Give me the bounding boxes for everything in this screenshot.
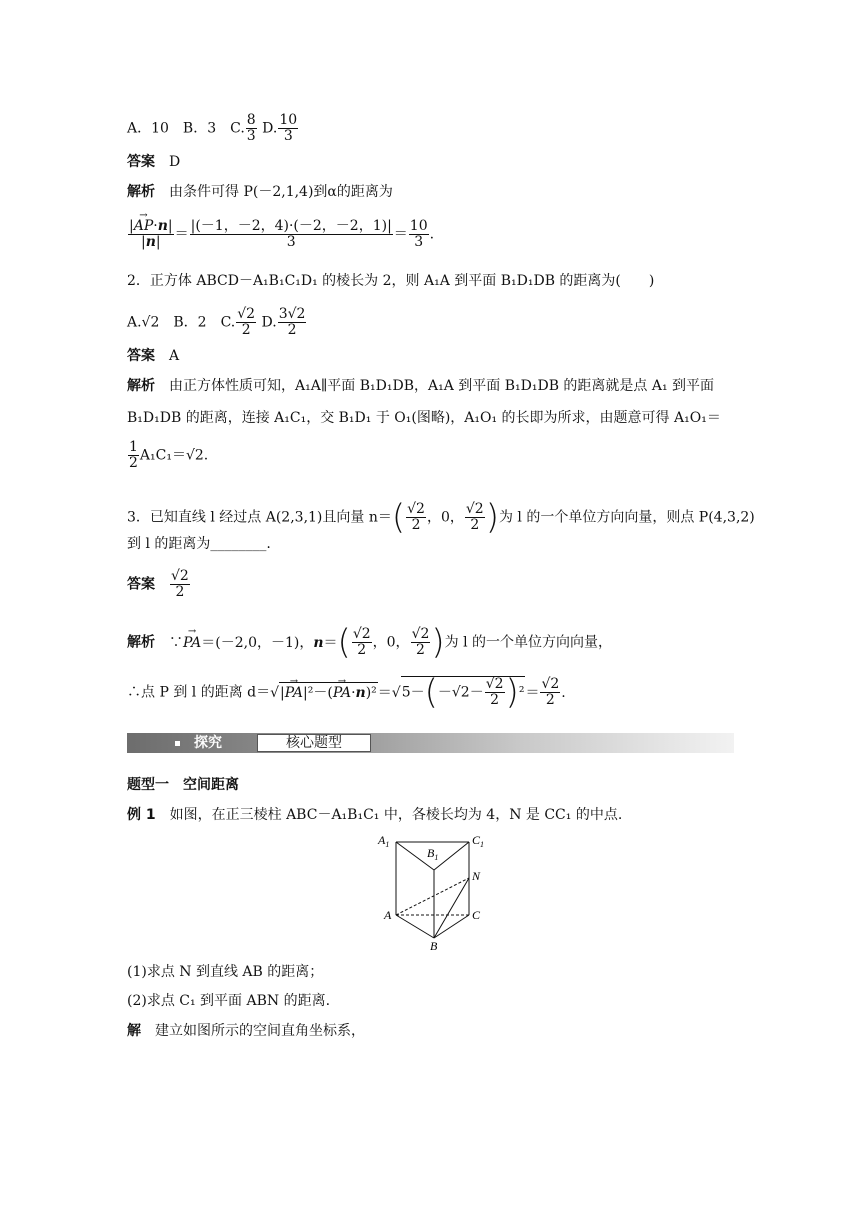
q1-options: A．10 B．3 C. $\frac{8}{3}$ D. $\frac{10}{3}$ — [127, 112, 298, 144]
q1-option-d-fraction: $\frac{10}{3}$ — [279, 112, 298, 144]
q3-stem-1: 3．已知直线 l 经过点 A(2,3,1)且向量 n＝( $\frac{√2}{2}$ ，0， $\frac{√2}{2}$ )为 l 的一个单位方向向量，则点 P(4,3,2) — [127, 497, 755, 538]
q3-answer: 答案 $\frac{√2}{2}$ — [127, 568, 189, 600]
prism-figure — [372, 832, 492, 961]
part-2: (2)求点 C₁ 到平面 ABN 的距离. — [127, 993, 331, 1009]
q3-stem-2: 到 l 的距离为________. — [127, 536, 271, 552]
label-n: N — [472, 869, 481, 883]
prism-diagram — [372, 832, 492, 957]
q2-answer: 答案 A — [127, 348, 180, 364]
solution: 解 建立如图所示的空间直角坐标系， — [127, 1023, 365, 1039]
q1-answer: 答案 D — [127, 154, 181, 170]
q2-stem: 2．正方体 ABCD－A₁B₁C₁D₁ 的棱长为 2，则 A₁A 到平面 B₁D₁DB 的距离为( ) — [127, 273, 655, 289]
label-a: A — [384, 908, 392, 922]
label-c1: $C_1$ — [472, 833, 485, 849]
q1-formula: $\frac{|\to AP\cdot n|}{|n|}$ ＝ $\frac{|(-1,-2,4)\cdot(-2,-2,1)|}{3}$ ＝ $\frac{10}{3}$ . — [127, 219, 434, 250]
section-banner: 探究 核心题型 — [127, 733, 734, 753]
example-1: 例 1 如图，在正三棱柱 ABC－A₁B₁C₁ 中，各棱长均为 4，N 是 CC₁ 的中点. — [127, 807, 623, 823]
q2-options: A.√2 B．2 C. $\frac{√2}{2}$ D. $\frac{3√2}{2}$ — [127, 306, 306, 338]
label-c: C — [472, 908, 481, 922]
q2-analysis-3: $\frac{1}{2}$ A₁C₁＝√2. — [129, 439, 209, 471]
q2-analysis-1: 解析 由正方体性质可知，A₁A∥平面 B₁D₁DB，A₁A 到平面 B₁D₁DB 的距离就是点 A₁ 到平面 — [127, 378, 715, 394]
q3-analysis-2: ∴点 P 到 l 的距离 d＝√|→ PA|²－(→ PA·n)²＝√5－(－√2－ $\frac{√2}{2}$ )²＝ $\frac{√2}{2}$ . — [127, 676, 566, 708]
label-b1: $B_1$ — [427, 846, 439, 862]
q2-analysis-2: B₁D₁DB 的距离，连接 A₁C₁，交 B₁D₁ 于 O₁(图略)，A₁O₁ 的长即为所求，由题意可得 A₁O₁＝ — [127, 410, 721, 426]
section-title: 题型一 空间距离 — [127, 777, 239, 793]
label-b: B — [430, 939, 438, 953]
label-a1: $A_1$ — [378, 833, 390, 849]
square-bullet-icon — [175, 741, 180, 746]
q3-analysis-1: 解析 ∵→ PA＝(－2,0，－1)，n＝( $\frac{√2}{2}$ ，0， $\frac{√2}{2}$ )为 l 的一个单位方向向量， — [127, 627, 612, 658]
q1-option-c-fraction: $\frac{8}{3}$ — [246, 112, 256, 144]
q1-analysis: 解析 由条件可得 P(－2,1,4)到α的距离为 — [127, 184, 393, 200]
part-1: (1)求点 N 到直线 AB 的距离； — [127, 964, 324, 980]
